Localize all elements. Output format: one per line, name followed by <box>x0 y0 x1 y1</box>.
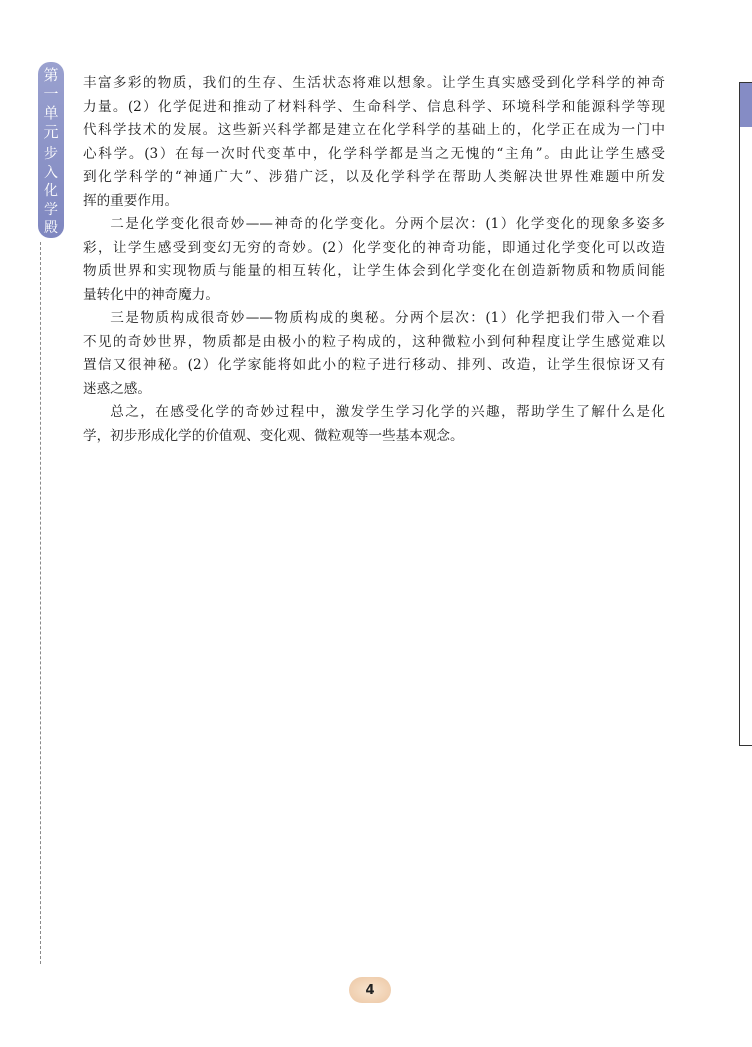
text-line: 量转化中的神奇魔力。 <box>83 286 219 303</box>
text-line: 物质世界和实现物质与能量的相互转化，让学生体会到化学变化在创造新物质和物质间能 <box>83 263 665 279</box>
right-edge-frame <box>739 82 752 746</box>
text-line: 心科学。(3）在每一次时代变革中，化学科学都是当之无愧的“主角”。由此让学生感受 <box>83 145 665 162</box>
text-line: 二是化学变化很奇妙——神奇的化学变化。分两个层次：(1）化学变化的现象多姿多 <box>110 216 665 232</box>
text-line: 挥的重要作用。 <box>83 192 179 209</box>
text-line: 学，初步形成化学的价值观、变化观、微粒观等一些基本观念。 <box>83 427 464 444</box>
page-number: 4 <box>365 982 375 998</box>
text-line: 彩，让学生感受到变幻无穷的奇妙。(2）化学变化的神奇功能，即通过化学变化可以改造 <box>83 239 665 256</box>
right-edge-tab <box>740 83 752 127</box>
unit-side-tab <box>38 62 64 255</box>
paragraph <box>83 307 665 401</box>
paragraph <box>83 213 665 307</box>
margin-dashed-line <box>40 242 41 964</box>
text-line: 力量。(2）化学促进和推动了材料科学、生命科学、信息科学、环境科学和能源科学等现 <box>83 98 665 115</box>
text-line: 置信又很神秘。(2）化学家能将如此小的粒子进行移动、排列、改造，让学生很惊讶又有 <box>83 357 665 373</box>
paragraph <box>83 401 665 448</box>
text-line: 不见的奇妙世界，物质都是由极小的粒子构成的，这种微粒小到何种程度让学生感觉难以 <box>83 333 665 350</box>
text-line: 总之，在感受化学的奇妙过程中，激发学生学习化学的兴趣，帮助学生了解什么是化 <box>110 404 665 420</box>
text-line: 丰富多彩的物质，我们的生存、生活状态将难以想象。让学生真实感受到化学科学的神奇 <box>83 75 665 91</box>
unit-label: 第一单元 <box>43 66 59 141</box>
page-number-badge <box>349 977 391 1003</box>
text-line: 迷惑之感。 <box>83 380 151 397</box>
text-line: 代科学技术的发展。这些新兴科学都是建立在化学科学的基础上的，化学正在成为一门中 <box>83 122 665 138</box>
text-line: 三是物质构成很奇妙——物质构成的奥秘。分两个层次：(1）化学把我们带入一个看 <box>110 310 665 326</box>
text-line: 到化学科学的“神通广大”、涉猎广泛，以及化学科学在帮助人类解决世界性难题中所发 <box>83 169 665 185</box>
body-text <box>83 72 665 448</box>
paragraph <box>83 72 665 213</box>
unit-title: 步入化学殿堂 <box>44 146 58 255</box>
